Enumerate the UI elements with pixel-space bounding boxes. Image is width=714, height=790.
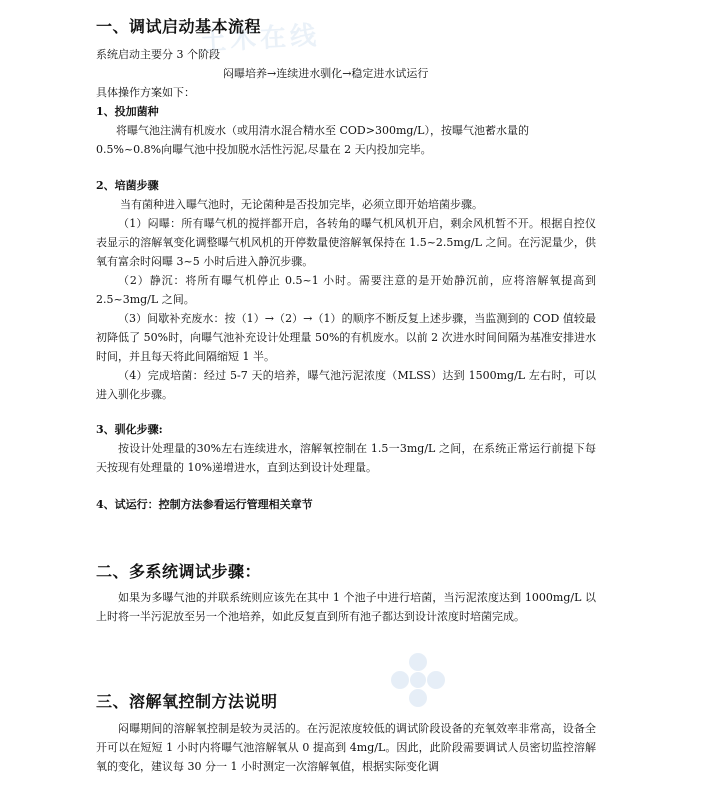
section1-flow: 闷曝培养→连续进水驯化→稳定进水试运行 xyxy=(223,67,429,80)
step3-para: 按设计处理量的30%左右连续进水，溶解氧控制在 1.5一3mg/L 之间，在系统正常运行前提下每天按现有处理量的 10%递增进水，直到达到设计处理量。 xyxy=(96,442,596,474)
step2-line1: 当有菌种进入曝气池时，无论菌种是否投加完毕，必须立即开始培菌步骤。 xyxy=(120,198,483,211)
section1-intro: 系统启动主要分 3 个阶段 xyxy=(96,48,220,61)
section2-heading: 二、多系统调试步骤： xyxy=(96,562,262,581)
step2-para1: （1）闷曝：所有曝气机的搅拌都开启，各转角的曝气机风机开启，剩余风机暂不开。根据自控仪表显示的溶解氧变化调整曝气机风机的开停数量使溶解氧保持在 1.5~2.5mg/L 之间。在污泥量少，供氧有富余时闷曝 3~5 小时后进入静沉步骤。 xyxy=(96,217,596,268)
step1-line1: 将曝气池注满有机废水（或用清水混合精水至 COD>300mg/L），按曝气池蓄水量的 xyxy=(116,124,529,137)
section3-para: 闷曝期间的溶解氧控制是较为灵活的。在污泥浓度较低的调试阶段设备的充氧效率非常高，设备全开可以在短短 1 小时内将曝气池溶解氧从 0 提高到 4mg/L。因此，此阶段需要调试人员密切监控溶解氧的变化，建议每 30 分一 1 小时测定一次溶解氧值，根据实际变化调 xyxy=(96,722,596,773)
step2-para4: （4）完成培菌：经过 5-7 天的培养，曝气池污泥浓度（MLSS）达到 1500mg/L 左右时，可以进入驯化步骤。 xyxy=(96,369,596,401)
step4-title: 4、试运行：控制方法参看运行管理相关章节 xyxy=(96,498,313,511)
step1-line2: 0.5%~0.8%向曝气池中投加脱水活性污泥,尽量在 2 天内投加完毕。 xyxy=(96,143,432,156)
watermark: 土木在线 xyxy=(199,20,321,58)
step1-title: 1、投加菌种 xyxy=(96,105,159,118)
watermark-flower-icon xyxy=(388,650,448,710)
step2-para3: （3）间歇补充废水：按（1）→（2）→（1）的顺序不断反复上述步骤，当监测到的 COD 值较最初降低了 50%时，向曝气池补充设计处理量 50%的有机废水。以前 2 次进水时间间隔为基准安排进水时间，并且每天将此间隔缩短 1 半。 xyxy=(96,312,596,363)
section3-heading: 三、溶解氧控制方法说明 xyxy=(96,692,278,711)
step2-para2: （2）静沉：将所有曝气机停止 0.5~1 小时。需要注意的是开始静沉前，应将溶解氧提高到 2.5~3mg/L 之间。 xyxy=(96,274,596,306)
section1-heading: 一、调试启动基本流程 xyxy=(96,17,262,36)
step3-title: 3、驯化步骤: xyxy=(96,423,163,436)
step2-title: 2、培菌步骤 xyxy=(96,179,159,192)
section2-para: 如果为多曝气池的并联系统则应该先在其中 1 个池子中进行培菌，当污泥浓度达到 1000mg/L 以上时将一半污泥放至另一个池培养，如此反复直到所有池子都达到设计浓度时培菌完成。 xyxy=(96,591,596,623)
section1-plan-intro: 具体操作方案如下： xyxy=(96,86,195,99)
